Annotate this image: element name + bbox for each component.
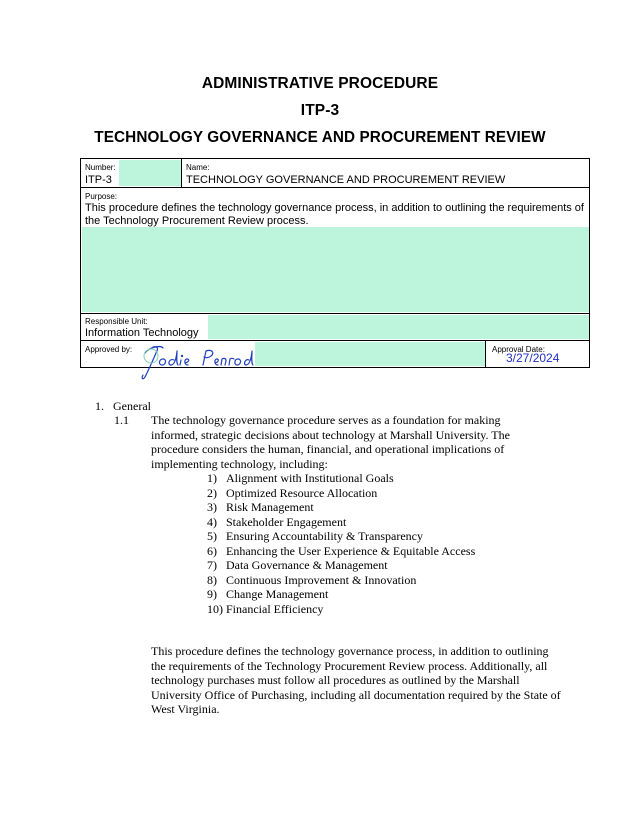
- signature-image: [139, 343, 259, 383]
- number-field-fill: [119, 160, 181, 186]
- section-number: 1.: [95, 399, 104, 413]
- subsection-text: The technology governance procedure serves as a foundation for making informed, strategic decisions about technology at Marshall University. The procedure considers the human, financial, and operational implications of implementing technology, including:: [151, 413, 510, 471]
- divider-row-1: [81, 187, 589, 188]
- list-item-num: 2): [207, 485, 217, 500]
- list-item-num: 7): [207, 558, 217, 572]
- list-item: Change Management: [226, 587, 329, 601]
- list-item-num: 10): [207, 601, 223, 616]
- list-item: Financial Efficiency: [226, 601, 324, 616]
- divider-number-name: [181, 159, 182, 188]
- list-item: Stakeholder Engagement: [226, 514, 347, 529]
- list-item-num: 4): [207, 514, 217, 529]
- signature-field-fill: [255, 342, 485, 366]
- list-item-num: 1): [207, 471, 217, 485]
- number-label: Number:: [85, 163, 116, 172]
- number-value: ITP-3: [85, 174, 112, 186]
- list-item: Data Governance & Management: [226, 558, 388, 572]
- list-item: Alignment with Institutional Goals: [226, 471, 394, 485]
- list-item-num: 3): [207, 500, 217, 514]
- unit-label: Responsible Unit:: [85, 317, 148, 326]
- list-item-num: 5): [207, 529, 217, 543]
- purpose-label: Purpose:: [85, 192, 118, 201]
- approval-date-label: Approval Date:: [492, 345, 545, 354]
- list-item: Enhancing the User Experience & Equitable Access: [226, 543, 476, 558]
- divider-approval: [485, 340, 486, 368]
- procedure-form: [80, 158, 590, 368]
- approved-by-label: Approved by:: [85, 345, 133, 354]
- list-item: Risk Management: [226, 500, 314, 514]
- list-item-num: 8): [207, 572, 217, 587]
- unit-value: Information Technology: [85, 327, 199, 339]
- divider-row-3: [81, 340, 589, 341]
- list-item: Continuous Improvement & Innovation: [226, 572, 417, 587]
- list-item-num: 6): [207, 543, 217, 558]
- title-line-3: TECHNOLOGY GOVERNANCE AND PROCUREMENT REVIEW: [94, 129, 546, 146]
- purpose-field-fill: [82, 227, 589, 312]
- list-item: Optimized Resource Allocation: [226, 485, 378, 500]
- unit-field-fill: [208, 315, 589, 339]
- list-item: Ensuring Accountability & Transparency: [226, 529, 423, 543]
- purpose-value: This procedure defines the technology governance process, in addition to outlining the requirements of the Technology Procurement Review process.: [85, 202, 584, 227]
- title-line-2: ITP-3: [300, 102, 340, 119]
- section-title: General: [113, 399, 151, 413]
- list-item-num: 9): [207, 587, 217, 601]
- name-label: Name:: [186, 163, 210, 172]
- title-line-1: ADMINISTRATIVE PROCEDURE: [201, 75, 439, 92]
- closing-paragraph: This procedure defines the technology governance process, in addition to outlining the requirements of the Technology Procurement Review process. Additionally, all technology purchases must follow all procedures as outlined by the Marshall University Office of Purchasing, including all documentation required by the State of West Virginia.: [151, 644, 561, 716]
- name-value: TECHNOLOGY GOVERNANCE AND PROCUREMENT REVIEW: [186, 174, 506, 186]
- subsection-number: 1.1: [114, 413, 129, 427]
- divider-row-2: [81, 313, 589, 314]
- approval-date-value: 3/27/2024: [506, 351, 560, 365]
